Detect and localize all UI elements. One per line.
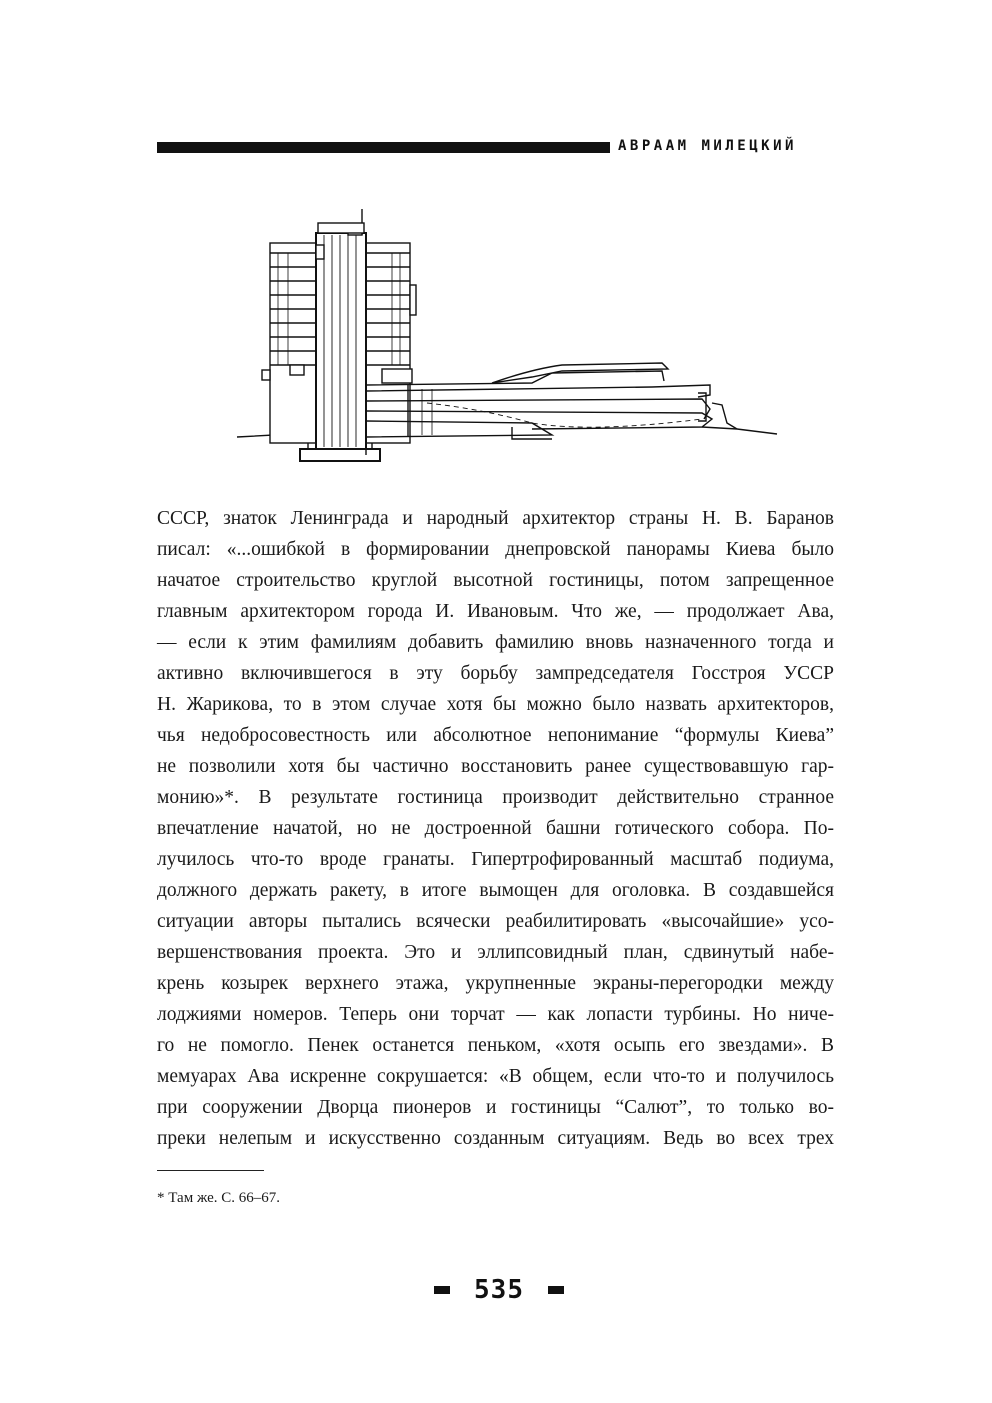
text-line: крень козырек верхнего этажа, укрупненные экраны-перегородки между xyxy=(157,973,834,994)
running-head-author: АВРААМ МИЛЕЦКИЙ xyxy=(618,138,797,154)
page-number-dash-left xyxy=(434,1286,450,1294)
page-number-dash-right xyxy=(548,1286,564,1294)
text-line: мемуарах Ава искренне сокрушается: «В общем, если что-то и получилось xyxy=(157,1066,834,1087)
text-line: активно включившегося в эту борьбу зампредседателя Госстроя УССР xyxy=(157,663,834,684)
footnote: * Там же. С. 66–67. xyxy=(157,1190,281,1206)
text-line: начатое строительство круглой высотной гостиницы, потом запрещенное xyxy=(157,570,834,591)
text-line: монию»*. В результате гостиница производит действительно странное xyxy=(157,787,834,808)
text-line: не позволили хотя бы частично восстановить ранее существовавшую гар- xyxy=(157,756,834,777)
text-line: писал: «...ошибкой в формировании днепровской панорамы Киева было xyxy=(157,539,834,560)
text-line: должного держать ракету, в итоге вымощен для оголовка. В создавшейся xyxy=(157,880,834,901)
footnote-rule xyxy=(157,1170,264,1171)
text-line: СССР, знаток Ленинграда и народный архитектор страны Н. В. Баранов xyxy=(157,508,834,529)
text-line: при сооружении Дворца пионеров и гостиницы “Салют”, то только во- xyxy=(157,1097,834,1118)
text-line: ситуации авторы пытались всячески реабилитировать «высочайшие» усо- xyxy=(157,911,834,932)
text-line: чья недобросовестность или абсолютное непонимание “формулы Киева” xyxy=(157,725,834,746)
text-line: впечатление начатой, но не достроенной башни готического собора. По- xyxy=(157,818,834,839)
text-line: — если к этим фамилиям добавить фамилию вновь назначенного тогда и xyxy=(157,632,834,653)
running-head-bar xyxy=(157,142,610,153)
building-section-drawing-icon xyxy=(232,205,784,467)
text-line: преки нелепым и искусственно созданным ситуациям. Ведь во всех трех xyxy=(157,1128,834,1149)
text-line: Н. Жарикова, то в этом случае хотя бы можно было назвать архитекторов, xyxy=(157,694,834,715)
text-line: лоджиями номеров. Теперь они торчат — как лопасти турбины. Но ниче- xyxy=(157,1004,834,1025)
text-line: главным архитектором города И. Ивановым. Что же, — продолжает Ава, xyxy=(157,601,834,622)
page-number-block xyxy=(434,1277,564,1303)
architectural-section-figure xyxy=(232,205,784,467)
text-line: лучилось что-то вроде гранаты. Гипертрофированный масштаб подиума, xyxy=(157,849,834,870)
body-text xyxy=(157,503,834,1154)
text-line: вершенствования проекта. Это и эллипсовидный план, сдвинутый набе- xyxy=(157,942,834,963)
page-number: 535 xyxy=(474,1275,524,1305)
text-line: го не помогло. Пенек останется пеньком, «хотя осыпь его звездами». В xyxy=(157,1035,834,1056)
